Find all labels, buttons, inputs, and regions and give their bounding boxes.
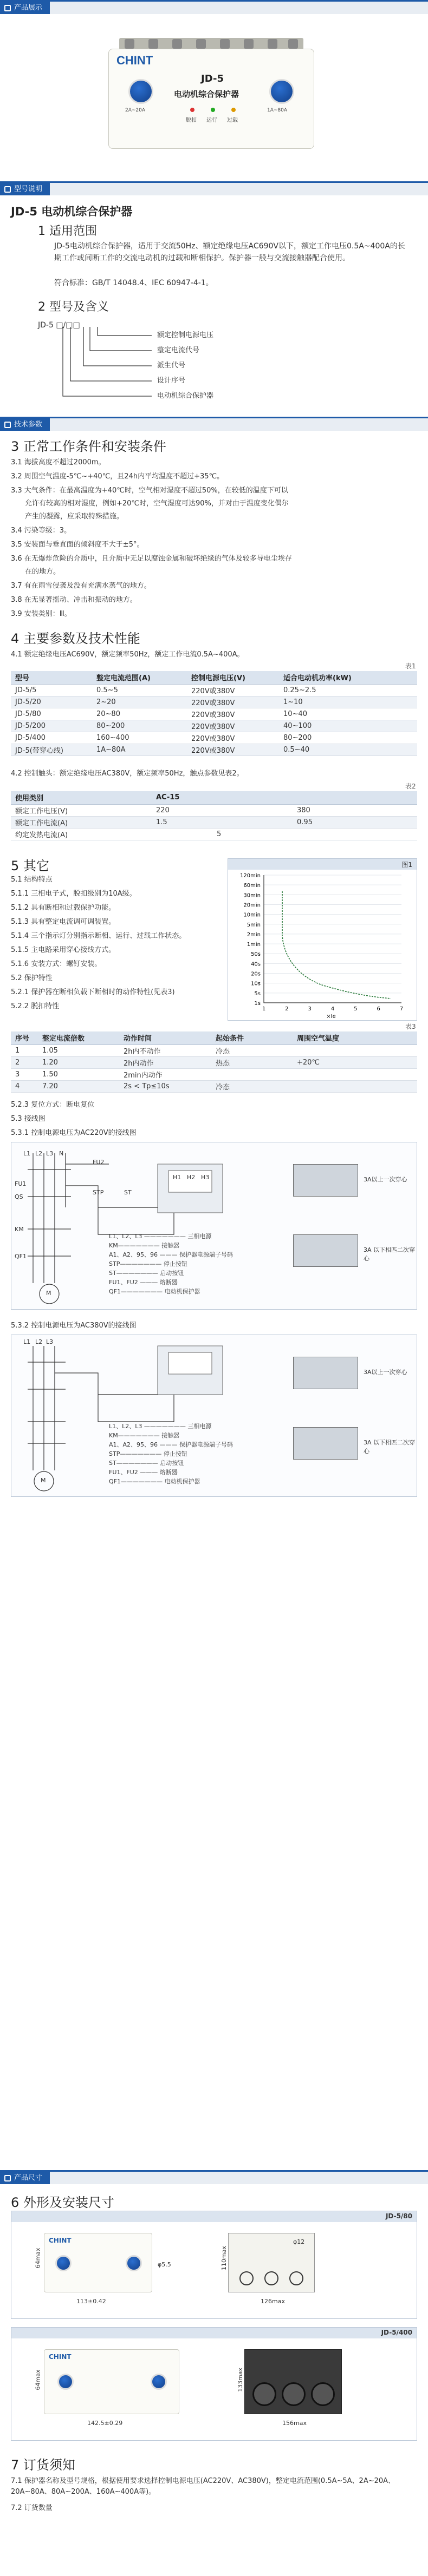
thread-through-twice-380 — [293, 1427, 358, 1460]
table2-caption: 表2 — [405, 783, 416, 790]
table-row: JD-5/5 0.5~5 220V或380V 0.25~2.5 — [11, 684, 417, 696]
cond-item: 3.4 污染等级：3。 — [11, 527, 72, 535]
th: 整定电流范围(A) — [92, 671, 187, 684]
table-row: 3 1.50 2min内动作 — [11, 1068, 417, 1080]
table-row: JD-5/200 80~200 220V或380V 40~100 — [11, 720, 417, 732]
thread-through-once — [293, 1164, 358, 1197]
dimension-drawing-80: JD-5/80 CHINT 64max 113±0.42 φ5.5 110max 126max φ12 — [11, 2211, 417, 2319]
dim-label-80: JD-5/80 — [385, 2212, 412, 2220]
tag-icon — [4, 422, 11, 428]
table-row: 额定工作电压(V) 220 380 — [11, 804, 417, 816]
wiring-220-heading: 5.3.1 控制电源电压为AC220V的接线图 — [11, 1129, 137, 1137]
table-1 — [11, 671, 417, 756]
section-tag-model — [0, 183, 50, 195]
other-item: 5.1.2 具有断相和过载保护功能。 — [11, 904, 116, 912]
x-tick-label: 1 — [262, 1006, 266, 1012]
order-text-2: 7.2 订货数量 — [11, 2504, 53, 2512]
other-item: 5.1.4 三个指示灯分别指示断相、运行、过载工作状态。 — [11, 932, 186, 940]
trip-curve — [282, 891, 391, 998]
table-row: JD-5/400 160~400 220V或380V 80~200 — [11, 732, 417, 744]
wire-note-1: 3A以上一次穿心 — [364, 1176, 407, 1183]
wiring-legend-380: L1、L2、L3 ——————— 三相电源 KM——————— 接触器 A1、A2、95、96 ——— 保护器电源端子号码 STP——————— 停止按钮 ST——————— 启动按钮 FU1、FU2 ——— 熔断器 QF1——————— 电动机保护器 — [109, 1423, 234, 1485]
order-text-1: 7.1 保护器名称及型号规格，根据使用要求选择控制电源电压(AC220V、AC380V)，整定电流范围(0.5A~5A、2A~20A、20A~80A、80A~200A、160A~400A等)。 — [11, 2477, 395, 2496]
y-tick-label: 5s — [254, 990, 261, 997]
trip-led — [190, 108, 194, 112]
y-tick-label: 1min — [247, 942, 261, 948]
wiring-heading: 5.3 接线图 — [11, 1115, 46, 1123]
run-led — [211, 108, 215, 112]
table-3 — [11, 1031, 417, 1093]
dimension-drawing-400: JD-5/400 CHINT 64max 142.5±0.29 133max 156max — [11, 2327, 417, 2441]
side-view-400 — [244, 2349, 342, 2414]
heading-other: 5 其它 — [11, 858, 49, 873]
table-row: 2 1.20 2h内动作 热态 +20℃ — [11, 1056, 417, 1068]
wiring-diagram-380: L1 L2 L3 M L1、L2、L3 ——————— 三相电源 KM——————— 接触器 A1、A2、95、96 ——— 保护器电源端子号码 STP——————— 停止按钮 ST——————— 启动按钮 FU1、FU2 ——— 熔断器 QF1——————— 电动机保护器 3A以上一次穿心 3A 以下相匹二次穿心 — [11, 1335, 417, 1497]
y-tick-label: 5min — [247, 922, 261, 928]
left-knob[interactable] — [128, 79, 153, 104]
cond-item: 在的地方。 — [25, 568, 61, 576]
heading-order: 7 订货须知 — [11, 2457, 75, 2473]
other-item: 5.1.5 主电路采用穿心接线方式。 — [11, 946, 116, 954]
section-bar-model — [0, 181, 428, 195]
wire-note-2: 3A 以下相匹二次穿心 — [364, 1246, 416, 1262]
th: 适合电动机功率(kW) — [279, 671, 417, 684]
standard-text: 符合标准：GB/T 14048.4、IEC 60947-4-1。 — [54, 279, 213, 287]
table-row: JD-5/20 2~20 220V或380V 1~10 — [11, 696, 417, 708]
x-tick-label: 4 — [330, 1006, 335, 1012]
x-tick-label: 3 — [308, 1006, 312, 1012]
trip-label: 脱扣 — [186, 117, 197, 123]
x-tick-label: 5 — [354, 1006, 358, 1012]
cond-item: 3.2 周围空气温度-5℃~+40℃，且24h内平均温度不超过+35℃。 — [11, 472, 224, 481]
section-tag-display — [0, 2, 50, 14]
y-tick-label: 40s — [251, 961, 261, 968]
front-view-80: CHINT — [44, 2233, 152, 2292]
model-title: JD-5 电动机综合保护器 — [11, 205, 133, 218]
section-bar-tech — [0, 417, 428, 431]
axes — [264, 875, 401, 1003]
section-title: 产品尺寸 — [14, 2174, 43, 2182]
device-body — [108, 49, 314, 149]
legend-1: 整定电流代号 — [157, 346, 200, 354]
table-row: 4 7.20 2s < Tp≤10s 冷态 — [11, 1080, 417, 1092]
table-2 — [11, 791, 417, 840]
th: 型号 — [11, 671, 92, 684]
reset-text: 5.2.3 复位方式：断电复位 — [11, 1101, 95, 1109]
heading-scope: 1 适用范围 — [38, 225, 97, 238]
y-tick-label: 1s — [254, 1001, 261, 1007]
trip-curve-chart — [228, 871, 417, 1020]
right-knob-range: 1A~80A — [267, 108, 288, 113]
wiring-diagram-220: L1 L2 L3 N FU1 QS KM QF1 STP ST FU2 M H1 H2 H3 L1、L2、L3 ——————— 三相电源 KM——————— 接触器 A1、A2、95、96 ——— 保护器电源端子号码 STP——————— 停止按钮 ST——————— 启动按钮 FU1、FU2 ——— 熔断器 QF1——————— 电动机保护器 3A以上一次穿心 3A 以下相匹二次穿心 — [11, 1142, 417, 1310]
section-bar-size — [0, 2170, 428, 2184]
cond-item: 产生的凝露，应采取特殊措施。 — [25, 512, 124, 521]
overload-label: 过载 — [227, 117, 238, 123]
x-axis — [262, 1006, 403, 1020]
cond-item: 3.9 安装类别：Ⅲ。 — [11, 610, 72, 618]
y-tick-label: 60min — [243, 883, 261, 889]
y-axis — [240, 873, 401, 1007]
legend-4: 电动机综合保护器 — [157, 392, 214, 400]
table3-caption: 表3 — [405, 1023, 416, 1030]
y-tick-label: 30min — [243, 892, 261, 899]
y-tick-label: 20min — [243, 902, 261, 909]
cond-item: 3.7 有在雨雪侵袭及没有充满水蒸气的地方。 — [11, 582, 151, 590]
other-item: 5.2 保护特性 — [11, 974, 53, 982]
overload-led — [231, 108, 236, 112]
front-view-400: CHINT — [44, 2349, 179, 2414]
scope-text: JD-5电动机综合保护器，适用于交流50Hz、额定绝缘电压AC690V以下，额定工作电压0.5A~400A的长期工作或间断工作的交流电动机的过载和断相保护。保护器一般与交流接触器配合使用。 — [54, 242, 405, 262]
table-row: JD-5/80 20~80 220V或380V 10~40 — [11, 708, 417, 720]
dim-label-400: JD-5/400 — [381, 2329, 412, 2336]
section-title: 技术参数 — [14, 420, 43, 429]
section-title: 型号说明 — [14, 185, 43, 193]
device-model: JD-5 — [201, 73, 224, 84]
cond-item: 3.5 安装面与垂直面的倾斜度不大于±5°。 — [11, 541, 144, 549]
y-tick-label: 50s — [251, 951, 261, 958]
right-knob[interactable] — [269, 79, 294, 104]
y-tick-label: 10min — [243, 912, 261, 918]
y-tick-label: 10s — [251, 981, 261, 987]
model-code: JD-5 □/□□ — [38, 321, 80, 330]
section-bar-display — [0, 0, 428, 14]
section-title: 产品展示 — [14, 4, 43, 12]
contact-text: 4.2 控制触头：额定绝缘电压AC380V，额定频率50Hz，触点参数见表2。 — [11, 770, 244, 778]
wiring-legend-220: L1、L2、L3 ——————— 三相电源 KM——————— 接触器 A1、A2、95、96 ——— 保护器电源端子号码 STP——————— 停止按钮 ST——————— 启动按钮 FU1、FU2 ——— 熔断器 QF1——————— 电动机保护器 — [109, 1233, 234, 1295]
table-row: 约定发热电流(A) 5 — [11, 828, 417, 840]
other-item: 5.2.1 保护器在断相负载下断相时的动作特性(见表3) — [11, 988, 175, 996]
tag-icon — [4, 5, 11, 11]
device-name: 电动机综合保护器 — [174, 89, 239, 99]
tag-icon — [4, 186, 11, 193]
heading-dimensions: 6 外形及安装尺寸 — [11, 2195, 114, 2210]
other-item: 5.1 结构特点 — [11, 876, 53, 884]
heading-params: 4 主要参数及技术性能 — [11, 631, 140, 646]
thread-through-twice — [293, 1234, 358, 1267]
legend-0: 额定控制电源电压 — [157, 331, 214, 339]
cond-item: 3.3 大气条件：在最高温度为+40℃时，空气相对湿度不超过50%，在较低的温度下可以 — [11, 487, 288, 495]
cond-item: 允许有较高的相对湿度，例如+20℃时，空气湿度可达90%，并对由于温度变化偶尔 — [25, 500, 289, 508]
section-tag-size — [0, 2172, 50, 2184]
other-item: 5.1.3 具有整定电流调可调装置。 — [11, 918, 116, 926]
y-tick-label: 2min — [247, 931, 261, 938]
other-item: 5.1.6 安装方式：螺钉安装。 — [11, 960, 102, 968]
table-header: 使用类别 AC-15 — [11, 791, 417, 804]
wire-note-2: 3A 以下相匹二次穿心 — [364, 1439, 416, 1455]
wiring-380-heading: 5.3.2 控制电源电压为AC380V的接线图 — [11, 1322, 137, 1330]
section-tag-tech — [0, 418, 50, 431]
tag-icon — [4, 2175, 11, 2181]
table-header — [11, 671, 417, 684]
table-row: JD-5(带穿心线) 1A~80A 220V或380V 0.5~40 — [11, 744, 417, 755]
table-row: 额定工作电流(A) 1.5 0.95 — [11, 816, 417, 828]
cond-item: 3.6 在无爆炸危险的介质中，且介质中无足以腐蚀金属和破坏绝缘的气体及较多导电尘埃存 — [11, 555, 292, 563]
y-tick-label: 120min — [240, 873, 261, 879]
x-axis-label: ×Ie — [326, 1014, 336, 1020]
left-knob-range: 2A~20A — [125, 108, 146, 113]
table1-caption: 表1 — [405, 662, 416, 670]
other-item: 5.2.2 脱扣特性 — [11, 1002, 60, 1010]
legend-3: 设计序号 — [157, 377, 186, 385]
table-header: 序号 整定电流倍数 动作时间 起始条件 周围空气温度 — [11, 1031, 417, 1044]
figure1-caption: 图1 — [401, 861, 412, 869]
terminal-strip — [119, 38, 303, 50]
brand-logo: CHINT — [116, 54, 153, 67]
x-tick-label: 6 — [377, 1006, 380, 1012]
x-tick-label: 7 — [399, 1006, 404, 1012]
thread-through-once-380 — [293, 1357, 358, 1389]
trip-curve-box — [228, 858, 417, 1021]
product-photo — [87, 27, 336, 157]
param-text: 4.1 额定绝缘电压AC690V，额定频率50Hz，额定工作电流0.5A~400A。 — [11, 650, 244, 659]
heading-conditions: 3 正常工作条件和安装条件 — [11, 439, 166, 454]
wire-note-1: 3A以上一次穿心 — [364, 1369, 407, 1376]
heading-model-meaning: 2 型号及含义 — [38, 300, 109, 314]
legend-2: 派生代号 — [157, 362, 186, 370]
cond-item: 3.1 海拔高度不超过2000m。 — [11, 458, 106, 466]
y-tick-label: 20s — [251, 971, 261, 977]
run-label: 运行 — [206, 117, 217, 123]
x-tick-label: 2 — [285, 1006, 289, 1012]
other-item: 5.1.1 三相电子式，脱扣级别为10A级。 — [11, 890, 137, 898]
cond-item: 3.8 在无显著摇动、冲击和振动的地方。 — [11, 596, 137, 604]
th: 控制电源电压(V) — [187, 671, 279, 684]
model-code-brackets — [60, 325, 168, 400]
table-row: 1 1.05 2h内不动作 冷态 — [11, 1044, 417, 1056]
